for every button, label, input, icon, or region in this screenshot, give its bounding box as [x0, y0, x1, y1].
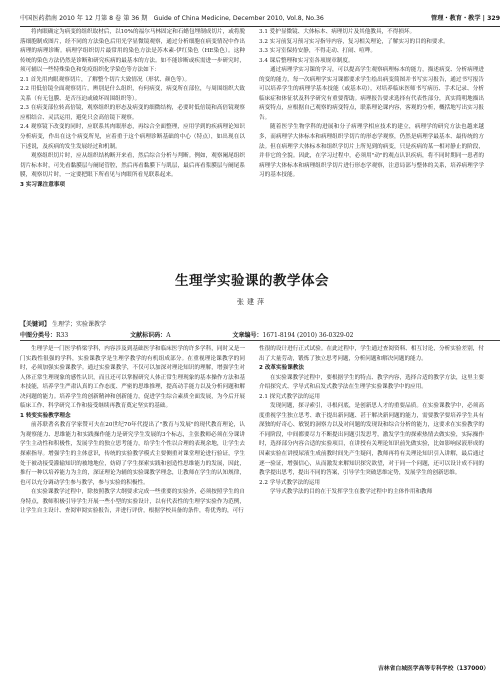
article-author: 张建萍	[237, 298, 267, 306]
divider	[20, 340, 500, 341]
article-right-column	[259, 345, 484, 498]
list-item: 3.1 爱护显微镜、大体标本、病理切片及其他教具，不得损坏。	[259, 29, 416, 35]
paragraph: 学导式教学法的目的在于发挥学生在教学过程中的主体作用和教师	[270, 489, 433, 496]
keywords-label: 【关键词】	[20, 321, 51, 328]
list-item: 2.2 用低倍镜全面观察切片，辨别是什么组织，有何病变，病变所在部位，与周围组织大致关系（有无包膜、是否压迫或破坏周围组织等）。	[20, 86, 245, 102]
article-number-label: 文章编号：	[232, 332, 263, 339]
keywords-value: 生理学；实验课教学	[51, 321, 106, 328]
list-item: 3.3 实习室保持安静，不得走动、打闹、喧哗。	[259, 48, 376, 55]
author-affiliation: 吉林省白城医学高等专科学校（137000）	[378, 666, 490, 672]
paragraph: 在实验课教学过程中，除按照教学大纲要求完成一些重要的实验外，必须按照学生的自身特点，教师积极引导学生开展一些小型的实验设计，以有代表性的生理学实验作为范例，让学生自主设计、查阅审阅实验报告，并进行评价，根据学校具备的条件，将优秀的，可行	[20, 489, 245, 515]
paragraph: 发现问题，探寻索引，寻根问底，是创新思人才的重要品质。在实验课教学中，必须高度重视学生独立思考、敢于提出新问题、甚于解决新问题的能力，需要教学要培养学生具有深独的好奇心、敏锐的洞察力以及对问题的发现设和综合分析的能力，这要求在实验教学的不同阶段，中间都要尽力不断提出问题引发思考，激发学生的探索热情去做实验，实际操作时，选择部分内容合适的实验项目，在讲授有关理论知识前先做实验，比如影响尿液形成的因素实验在讲授尿液生成前教时间先产生疑问，教师再将有关理论知识引入讲解，最后通过逐一验证，增强信心，从而激发来解知识探究欲望，对于同一个问题，还可以设计成不同的教学提出思考，提出不同的答案，引导学生突破思维定势，发展学生的创新思维。	[259, 403, 484, 477]
section-page-number: 管理・教育・教学 | 329	[431, 14, 500, 22]
article-number-value: 1671-8194 (2010) 36-0329-02	[262, 332, 354, 339]
article-number-field	[233, 330, 354, 339]
paragraph: 性很的设计进行正式试验。在此过程中，学生通过查阅资料、相互讨论，分析实验差别，付出了大量劳动，锻炼了独立思考问题，分析问题和解决问题的能力。	[259, 346, 484, 362]
section-heading: 3 实习课注意事项	[20, 181, 65, 188]
paragraph: 在实验课教学过程中，要根据学生的特点、教学内容，选择合适的教学方法，这里主要介绍探究式、学导式和启发式教学法在生理学实验课教学中的应用。	[259, 374, 484, 391]
previous-article-left-column	[20, 28, 245, 190]
section-heading: 1 转变实验教学理念	[20, 412, 71, 419]
paragraph: 前苏联著名教育学家赞可夫在20世纪70年代提出了"教育与发展"的现代教育理论，认为观察能力、思维能力和实践操作能力是研究学生发展的3个标志，主张教师必须在分课讲学生主动性和积极性，发展学生的独立思考能力，给学生个性以合理的表现余地，让学生去探索指导。增强学生的主体意识，传统的实验教学模式主要侧重对课堂理论进行验证，学生处于被动接受灌输知识的被地地位，妨碍了学生探索实践和创造性思维能力的发展，因此，推行一种以培养能力为主的，深证理论为辅的实验课教学理念，让教师在学生的认知规律，也可以充分调动学生参与教学，参与实验的积极性。	[20, 422, 245, 486]
paragraph: 随着医学生物学科的进展和分子病理学相应技术的建立，病理学的研究方法也越来越多，而病理学大体标本和病理组织学切片的形态学观察，仍然是病理学最基本、最传统的方法。但在病理学大体标本和组织学切片上所见到的病变，只是疾病的某一相对静止的阶段，并非它的全貌。因此，在学习过程中，必须用"动"的观点认识疾病，将不同时期同一患者的病理学大体标本和病理组织学切片进行形态学观察，注意局部与整体的关系，培养病理学学习的基本技能。	[259, 124, 484, 179]
article-left-column	[20, 345, 245, 517]
subsection-heading: 2.2 学导式教学法的运用	[259, 479, 321, 486]
subsection-heading: 2.1 探究式教学法的运用	[259, 393, 321, 400]
list-item: 2.3 在病变部位转高倍镜，观察组织的形态及病变的细微结构，必要时低倍镜和高倍镜观察应相结合、灵活运用，避免只会高倍镜下观察。	[20, 105, 245, 121]
paragraph: 通过病理学实习课的学习，可以提高学生观察病理标本的能力，描述病变、分析病理进的变的能力，每一次病理学实习课都要求学生绘出病变简图并书写实习报告，通过书写报告可以培养学生的病理学基本技能（或基本功），对培养临床医师书写病历、手术记录、分析临床症和体征状及科学研究有重要帮助。病理报告要求选择有代表性部分，真实简明地描出病变特点，应根据自己观察的病变特点，联系理论课内容，客观的分析，概括地写出实习报告。	[259, 67, 484, 121]
list-item: 2.1 首先用肉眼观察切片，了解整个切片大致情况（形状、颜色等）。	[20, 76, 191, 83]
section-heading: 2 改革实验课教法	[259, 365, 304, 372]
article-title: 生理学实验课的教学体会	[175, 273, 329, 289]
doc-code-label: 文献标识码：	[130, 332, 167, 339]
page-header	[20, 10, 500, 27]
paragraph: 生理学是一门医学桥梁学科，内容涉及到基础医学和临床医学的许多学科，同时又是一门实践性很强的学科，实验课教学是生理学教学的有机组成部分。在重视理论课教学的同时，必须加强实验课教学。通过实验课教学，不仅可以加深对理论知识的理解，增强学生对人体正常生理现象的感性认识，而且还可以掌握研究人体正常生理现象的基本操作方法和基本技能，培养学生严肃认真的工作态度、严密的思维推理，提高动手能力以及分析问题和解决问题的能力。培养学生的创新精神和创新能力，促进学生综合素质全面发展，为今后开展临床工作、科学研究工作和接受继续再教育奠定坚实的基础。	[20, 346, 245, 410]
list-item: 3.4 课后整理和实习室各项规章制度。	[259, 57, 354, 64]
article-metadata	[20, 330, 500, 339]
clc-value: R33	[56, 332, 69, 339]
paragraph: 观察组织切片时，应从组织结构断开来看，然后综合分析与判断。例如，观察阑尾组织切片标本时，可先看黏膜层与阑尾管腔，然后再看黏膜下与肌层，最后再看浆膜层与阑尾系膜，观察切片时，一定要把眼下所看见与肉眼所看见联系起来。	[20, 153, 245, 179]
doc-code-value: A	[166, 332, 171, 339]
clc-label: 中图分类号：	[20, 332, 57, 339]
previous-article-right-column	[259, 28, 484, 181]
list-item: 3.2 实习前复习预习实习指导内容，复习相关理论，了解实习的目的和要求。	[259, 38, 449, 45]
keywords-line	[20, 319, 500, 328]
journal-citation: 中国医药指南 2010 年 12 月第 8 卷 第 36 期 Guide of China Medicine, December 2010, Vol.8, No.36	[20, 14, 324, 22]
list-item: 2.4 观察镜下改变的同时，应联系其肉眼形态，再综合全面整理，应用学到的疾病理论知识分析病变，作出在这个病变所见，应着重于这个病理诊断基础的中心（特点），如出现在以下述说，及疾病的发生发展经过和机制。	[20, 124, 245, 150]
doc-code-field	[130, 330, 170, 339]
paragraph: 将肉眼确定为病变的组织取材后，以10%的福尔马林固定和石蜡包埋制成切片，或将脱落细胞制成图片，经不同的方法染色后用光学显微镜观察，通过分析细胞在病变情况中作出病理的病理诊断。病理学组织切片最常用的染色方法是苏木素-伊红染色（HE染色）。这种传统的染色方法仍然是诊断和研究疾病的最基本的方法。如不能诊断或疾需进一步研究时，须可辅以一些特殊染色和免疫组织化学染色等方法如下：	[20, 29, 245, 74]
clc-field	[20, 330, 68, 339]
